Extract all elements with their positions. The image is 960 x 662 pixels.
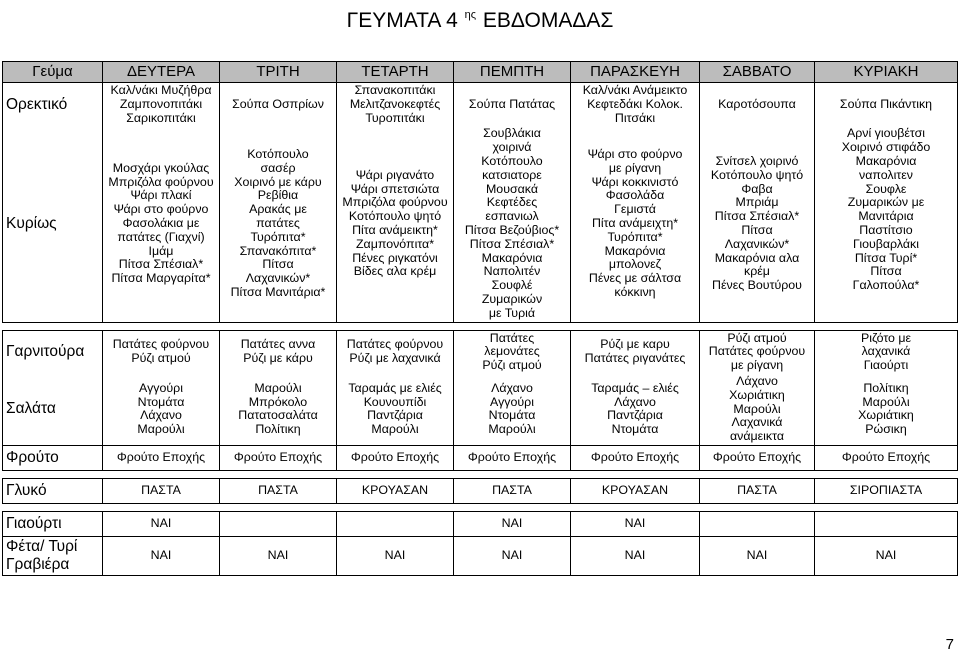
cell-feta-fri: ΝΑΙ bbox=[571, 536, 700, 575]
row-label-orektiko: Ορεκτικό bbox=[3, 83, 103, 127]
row-giaourti bbox=[3, 511, 958, 536]
row-gap bbox=[3, 470, 958, 478]
cell-garnitoura-tue: Πατάτες αννα Ρύζι με κάρυ bbox=[220, 330, 337, 374]
row-feta bbox=[3, 536, 958, 575]
row-orektiko bbox=[3, 83, 958, 127]
cell-salata-wed: Ταραμάς με ελιές Κουνουπίδι Παντζάρια Μαρούλι bbox=[337, 374, 454, 445]
row-label-salata: Σαλάτα bbox=[3, 374, 103, 445]
cell-salata-tue: Μαρούλι Μπρόκολο Πατατοσαλάτα Πολίτικη bbox=[220, 374, 337, 445]
gap-cell bbox=[3, 503, 958, 511]
row-glyko bbox=[3, 478, 958, 503]
page-number: 7 bbox=[945, 636, 954, 653]
cell-kyriws-thu: Σουβλάκια χοιρινά Κοτόπουλο κατσιατορε Μουσακά Κεφτέδες εσπανιωλ Πίτσα Βεζούβιος* Πίτσα Σπέσιαλ* Μακαρόνια Ναπολιτέν Σουφλέ Ζυμαρικών με Τυριά bbox=[454, 126, 571, 322]
cell-salata-fri: Ταραμάς – ελιές Λάχανο Παντζάρια Ντομάτα bbox=[571, 374, 700, 445]
cell-garnitoura-thu: Πατάτες λεμονάτες Ρύζι ατμού bbox=[454, 330, 571, 374]
row-label-kyriws: Κυρίως bbox=[3, 126, 103, 322]
cell-garnitoura-sun: Ριζότο με λαχανικά Γιαούρτι bbox=[815, 330, 958, 374]
row-label-giaourti: Γιαούρτι bbox=[3, 511, 103, 536]
cell-glyko-tue: ΠΑΣΤΑ bbox=[220, 478, 337, 503]
cell-giaourti-tue bbox=[220, 511, 337, 536]
cell-giaourti-sun bbox=[815, 511, 958, 536]
cell-salata-mon: Αγγούρι Ντομάτα Λάχανο Μαρούλι bbox=[103, 374, 220, 445]
cell-garnitoura-sat: Ρύζι ατμού Πατάτες φούρνου με ρίγανη bbox=[700, 330, 815, 374]
header-monday: ΔΕΥΤΕΡΑ bbox=[103, 62, 220, 83]
cell-garnitoura-fri: Ρύζι με καρυ Πατάτες ριγανάτες bbox=[571, 330, 700, 374]
row-label-feta: Φέτα/ Τυρί Γραβιέρα bbox=[3, 536, 103, 575]
row-kyriws bbox=[3, 126, 958, 322]
cell-glyko-sun: ΣΙΡΟΠΙΑΣΤΑ bbox=[815, 478, 958, 503]
cell-kyriws-sat: Σνίτσελ χοιρινό Κοτόπουλο ψητό Φαβα Μπριάμ Πίτσα Σπέσιαλ* Πίτσα Λαχανικών* Μακαρόνια αλα κρέμ Πένες Βουτύρου bbox=[700, 126, 815, 322]
cell-giaourti-fri: ΝΑΙ bbox=[571, 511, 700, 536]
cell-garnitoura-wed: Πατάτες φούρνου Ρύζι με λαχανικά bbox=[337, 330, 454, 374]
cell-kyriws-wed: Ψάρι ριγανάτο Ψάρι σπετσιώτα Μπριζόλα φούρνου Κοτόπουλο ψητό Πίτα ανάμεικτη* Ζαμπονόπιτα* Πένες ριγκατόνι Βίδες αλα κρέμ bbox=[337, 126, 454, 322]
cell-orektiko-sat: Καροτόσουπα bbox=[700, 83, 815, 127]
cell-giaourti-wed bbox=[337, 511, 454, 536]
cell-feta-mon: ΝΑΙ bbox=[103, 536, 220, 575]
header-meal: Γεύμα bbox=[3, 62, 103, 83]
header-wednesday: ΤΕΤΑΡΤΗ bbox=[337, 62, 454, 83]
cell-orektiko-sun: Σούπα Πικάντικη bbox=[815, 83, 958, 127]
weekly-menu-table bbox=[2, 61, 958, 576]
cell-frouto-thu: Φρούτο Εποχής bbox=[454, 445, 571, 470]
cell-frouto-sun: Φρούτο Εποχής bbox=[815, 445, 958, 470]
header-friday: ΠΑΡΑΣΚΕΥΗ bbox=[571, 62, 700, 83]
header-thursday: ΠΕΜΠΤΗ bbox=[454, 62, 571, 83]
gap-cell bbox=[3, 470, 958, 478]
row-gap bbox=[3, 503, 958, 511]
cell-frouto-tue: Φρούτο Εποχής bbox=[220, 445, 337, 470]
cell-glyko-sat: ΠΑΣΤΑ bbox=[700, 478, 815, 503]
cell-feta-sun: ΝΑΙ bbox=[815, 536, 958, 575]
cell-feta-thu: ΝΑΙ bbox=[454, 536, 571, 575]
cell-feta-tue: ΝΑΙ bbox=[220, 536, 337, 575]
cell-kyriws-tue: Κοτόπουλο σασέρ Χοιρινό με κάρυ Ρεβίθια Αρακάς με πατάτες Τυρόπιτα* Σπανακόπιτα* Πίτσα Λαχανικών* Πίτσα Μανιτάρια* bbox=[220, 126, 337, 322]
cell-giaourti-thu: ΝΑΙ bbox=[454, 511, 571, 536]
cell-orektiko-thu: Σούπα Πατάτας bbox=[454, 83, 571, 127]
cell-kyriws-fri: Ψάρι στο φούρνο με ρίγανη Ψάρι κοκκινιστό Φασολάδα Γεμιστά Πίτα ανάμειχτη* Τυρόπιτα* Μακαρόνια μπολονεζ Πένες με σάλτσα κόκκινη bbox=[571, 126, 700, 322]
cell-orektiko-tue: Σούπα Οσπρίων bbox=[220, 83, 337, 127]
cell-feta-wed: ΝΑΙ bbox=[337, 536, 454, 575]
cell-garnitoura-mon: Πατάτες φούρνου Ρύζι ατμού bbox=[103, 330, 220, 374]
cell-glyko-mon: ΠΑΣΤΑ bbox=[103, 478, 220, 503]
cell-orektiko-mon: Καλ/νάκι Μυζήθρα Ζαμπονοπιτάκι Σαρικοπιτάκι bbox=[103, 83, 220, 127]
row-label-frouto: Φρούτο bbox=[3, 445, 103, 470]
header-row bbox=[3, 62, 958, 83]
cell-salata-sat: Λάχανο Χωριάτικη Μαρούλι Λαχανικά ανάμεικτα bbox=[700, 374, 815, 445]
row-gap bbox=[3, 322, 958, 330]
cell-frouto-mon: Φρούτο Εποχής bbox=[103, 445, 220, 470]
cell-frouto-sat: Φρούτο Εποχής bbox=[700, 445, 815, 470]
gap-cell bbox=[3, 322, 958, 330]
cell-kyriws-mon: Μοσχάρι γκούλας Μπριζόλα φούρνου Ψάρι πλακί Ψάρι στο φούρνο Φασολάκια με πατάτες (Γιαχνί) Ιμάμ Πίτσα Σπέσιαλ* Πίτσα Μαργαρίτα* bbox=[103, 126, 220, 322]
cell-feta-sat: ΝΑΙ bbox=[700, 536, 815, 575]
cell-salata-sun: Πολίτικη Μαρούλι Χωριάτικη Ρώσικη bbox=[815, 374, 958, 445]
cell-frouto-fri: Φρούτο Εποχής bbox=[571, 445, 700, 470]
header-sunday: ΚΥΡΙΑΚΗ bbox=[815, 62, 958, 83]
cell-giaourti-sat bbox=[700, 511, 815, 536]
cell-frouto-wed: Φρούτο Εποχής bbox=[337, 445, 454, 470]
header-saturday: ΣΑΒΒΑΤΟ bbox=[700, 62, 815, 83]
row-frouto bbox=[3, 445, 958, 470]
cell-salata-thu: Λάχανο Αγγούρι Ντομάτα Μαρούλι bbox=[454, 374, 571, 445]
cell-glyko-fri: ΚΡΟΥΑΣΑΝ bbox=[571, 478, 700, 503]
cell-orektiko-fri: Καλ/νάκι Ανάμεικτο Κεφτεδάκι Κολοκ. Πιτσάκι bbox=[571, 83, 700, 127]
cell-giaourti-mon: ΝΑΙ bbox=[103, 511, 220, 536]
page-title: ΓΕΥΜΑΤΑ 4 $^{\eta\varsigma}$ ΕΒΔΟΜΑΔΑΣ bbox=[346, 9, 614, 32]
row-garnitoura bbox=[3, 330, 958, 374]
row-label-glyko: Γλυκό bbox=[3, 478, 103, 503]
row-salata bbox=[3, 374, 958, 445]
cell-glyko-thu: ΠΑΣΤΑ bbox=[454, 478, 571, 503]
row-label-garnitoura: Γαρνιτούρα bbox=[3, 330, 103, 374]
cell-orektiko-wed: Σπανακοπιτάκι Μελιτζανοκεφτές Τυροπιτάκι bbox=[337, 83, 454, 127]
cell-glyko-wed: ΚΡΟΥΑΣΑΝ bbox=[337, 478, 454, 503]
header-tuesday: ΤΡΙΤΗ bbox=[220, 62, 337, 83]
cell-kyriws-sun: Αρνί γιουβέτσι Χοιρινό στιφάδο Μακαρόνια ναπολιτεν Σουφλε Ζυμαρικών με Μανιτάρια Παστίτσιο Γιουβαρλάκι Πίτσα Τυρί* Πίτσα Γαλοπούλα* bbox=[815, 126, 958, 322]
